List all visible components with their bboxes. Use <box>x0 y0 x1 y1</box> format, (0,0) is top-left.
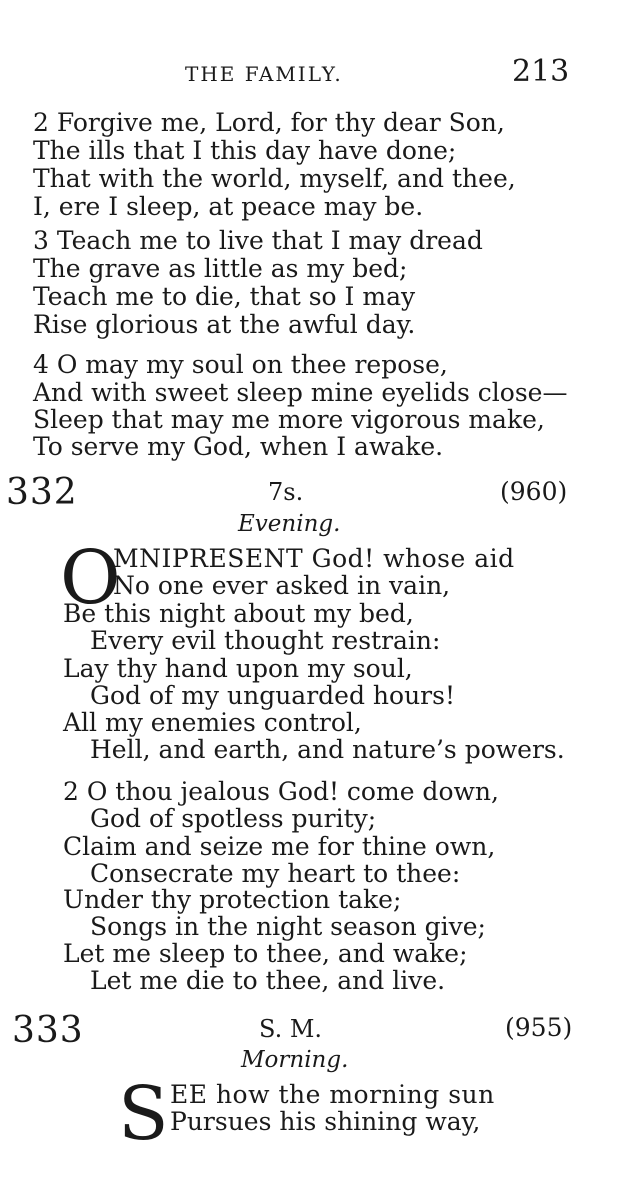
hymn-number: 332 <box>6 472 78 513</box>
verse-line: Every evil thought restrain: <box>90 626 441 655</box>
hymn-title: Morning. <box>241 1047 349 1073</box>
verse-line: To serve my God, when I awake. <box>33 432 444 461</box>
page-number: 213 <box>512 54 570 89</box>
verse-line: Consecrate my heart to thee: <box>90 859 461 888</box>
verse-line: 2 Forgive me, Lord, for thy dear Son, <box>33 108 505 137</box>
verse-line: Let me sleep to thee, and wake; <box>63 939 468 968</box>
verse-line: 2 O thou jealous God! come down, <box>63 777 499 806</box>
verse-line: The grave as little as my bed; <box>33 254 408 283</box>
hymn-meter: 7s. <box>268 478 304 506</box>
verse-line: The ills that I this day have done; <box>33 136 457 165</box>
verse-first-line: EE how the morning sun <box>170 1080 495 1109</box>
verse-line: All my enemies control, <box>63 708 362 737</box>
verse-line: Rise glorious at the awful day. <box>33 310 416 339</box>
running-title: THE FAMILY. <box>185 62 343 86</box>
verse-line: God of my unguarded hours! <box>90 681 455 710</box>
verse-line: Sleep that may me more vigorous make, <box>33 405 545 434</box>
verse-first-line: MNIPRESENT God! whose aid <box>113 544 515 573</box>
verse-line: Hell, and earth, and nature’s powers. <box>90 735 565 764</box>
verse-line: God of spotless purity; <box>90 804 377 833</box>
verse-line: Under thy protection take; <box>63 885 402 914</box>
verse-line: No one ever asked in vain, <box>113 571 451 600</box>
verse-line: Lay thy hand upon my soul, <box>63 654 413 683</box>
verse-line: Be this night about my bed, <box>63 599 414 628</box>
drop-cap: O <box>60 535 121 621</box>
verse-line: 4 O may my soul on thee repose, <box>33 350 448 379</box>
hymn-number: 333 <box>12 1010 84 1051</box>
verse-line: I, ere I sleep, at peace may be. <box>33 192 424 221</box>
verse-line: That with the world, myself, and thee, <box>33 164 516 193</box>
hymn-title: Evening. <box>238 511 341 537</box>
verse-line: Songs in the night season give; <box>90 912 486 941</box>
verse-line: Let me die to thee, and live. <box>90 966 446 995</box>
verse-line: Pursues his shining way, <box>170 1107 481 1136</box>
hymn-meter: S. M. <box>259 1015 323 1043</box>
drop-cap: S <box>118 1071 169 1157</box>
tune-reference: (960) <box>500 477 568 506</box>
verse-line: Teach me to die, that so I may <box>33 282 416 311</box>
verse-line: And with sweet sleep mine eyelids close— <box>33 378 568 407</box>
verse-line: Claim and seize me for thine own, <box>63 832 496 861</box>
tune-reference: (955) <box>505 1013 573 1042</box>
verse-line: 3 Teach me to live that I may dread <box>33 226 483 255</box>
